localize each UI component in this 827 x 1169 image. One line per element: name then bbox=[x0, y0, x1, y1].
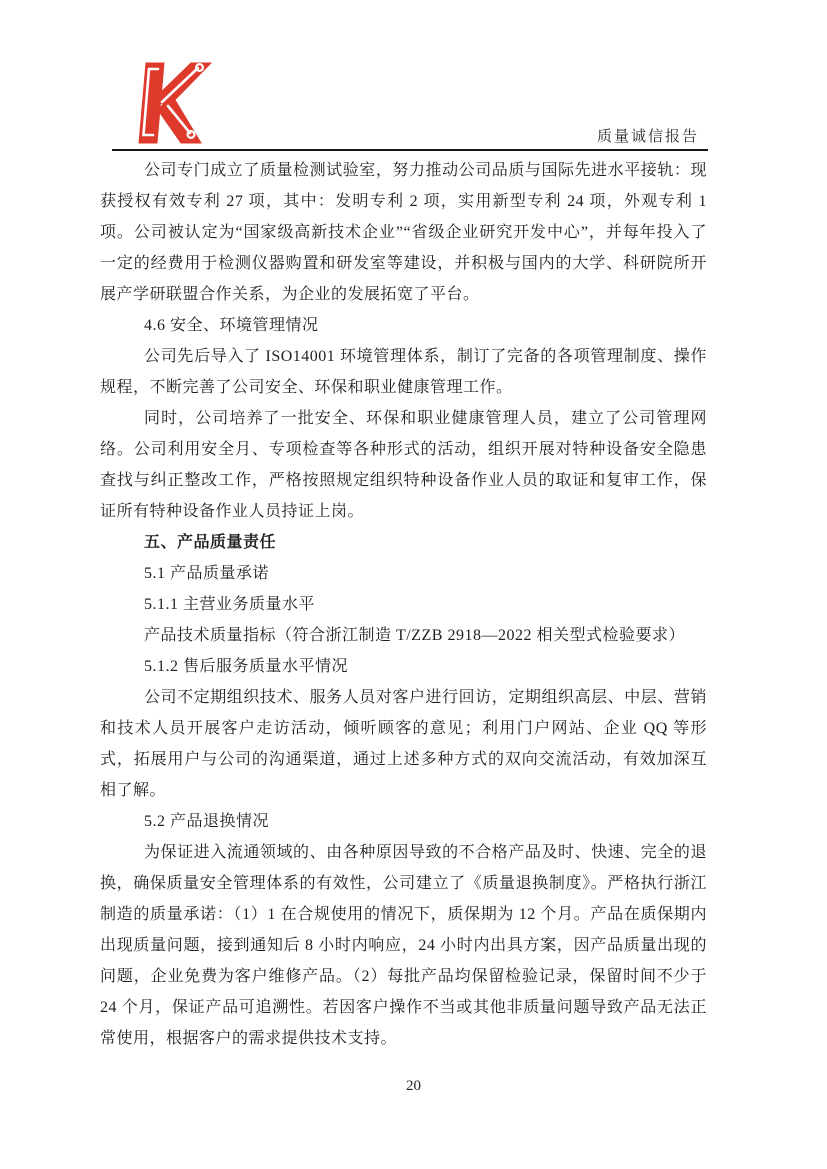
page-number: 20 bbox=[406, 1078, 421, 1094]
company-k-logo-icon bbox=[135, 62, 215, 144]
paragraph-returns-policy: 为保证进入流通领域的、由各种原因导致的不合格产品及时、快速、完全的退换，确保质量安全管理体系的有效性，公司建立了《质量退换制度》。严格执行浙江制造的质量承诺：（1）1 在合规使用的情况下，质保期为 12 个月。产品在质保期内出现质量问题，接到通知后 8 小时内响应，24 小时内出具方案，因产品质量出现的问题，企业免费为客户维修产品。（2）每批产品均保留检验记录，保留时间不少于 24 个月，保证产品可追溯性。若因客户操作不当或其他非质量问题导致产品无法正常使用，根据客户的需求提供技术支持。 bbox=[100, 844, 707, 1047]
paragraph-iso14001: 公司先后导入了 ISO14001 环境管理体系，制订了完备的各项管理制度、操作规程，不断完善了公司安全、环保和职业健康管理工作。 bbox=[100, 348, 707, 396]
document-body bbox=[100, 155, 707, 1054]
heading-5-1-2-after-sales: 5.1.2 售后服务质量水平情况 bbox=[144, 658, 349, 675]
heading-5-1-quality-commitment: 5.1 产品质量承诺 bbox=[144, 565, 270, 582]
heading-5-product-quality-responsibility: 五、产品质量责任 bbox=[144, 534, 277, 551]
heading-5-1-1-main-business: 5.1.1 主营业务质量水平 bbox=[144, 596, 316, 613]
paragraph-tech-quality-indicator: 产品技术质量指标（符合浙江制造 T/ZZB 2918—2022 相关型式检验要求） bbox=[144, 627, 685, 644]
header-divider-rule bbox=[112, 149, 708, 151]
paragraph-patents: 公司专门成立了质量检测试验室，努力推动公司品质与国际先进水平接轨：现获授权有效专利 27 项，其中：发明专利 2 项，实用新型专利 24 项，外观专利 1 项。公司被认定为“国家级高新技术企业”“省级企业研究开发中心”，并每年投入了一定的经费用于检测仪器购置和研发室等建设，并积极与国内的大学、科研院所开展产学研联盟合作关系，为企业的发展拓宽了平台。 bbox=[100, 162, 707, 303]
paragraph-customer-visits: 公司不定期组织技术、服务人员对客户进行回访，定期组织高层、中层、营销和技术人员开展客户走访活动，倾听顾客的意见；利用门户网站、企业 QQ 等形式，拓展用户与公司的沟通渠道，通过上述多种方式的双向交流活动，有效加深互相了解。 bbox=[100, 689, 707, 799]
heading-4-6-safety-environment: 4.6 安全、环境管理情况 bbox=[144, 317, 319, 334]
heading-5-2-product-returns: 5.2 产品退换情况 bbox=[144, 813, 270, 830]
paragraph-safety-training: 同时，公司培养了一批安全、环保和职业健康管理人员，建立了公司管理网络。公司利用安全月、专项检查等各种形式的活动，组织开展对特种设备安全隐患查找与纠正整改工作，严格按照规定组织特种设备作业人员的取证和复审工作，保证所有特种设备作业人员持证上岗。 bbox=[100, 410, 707, 520]
page-header-title: 质量诚信报告 bbox=[596, 129, 699, 145]
